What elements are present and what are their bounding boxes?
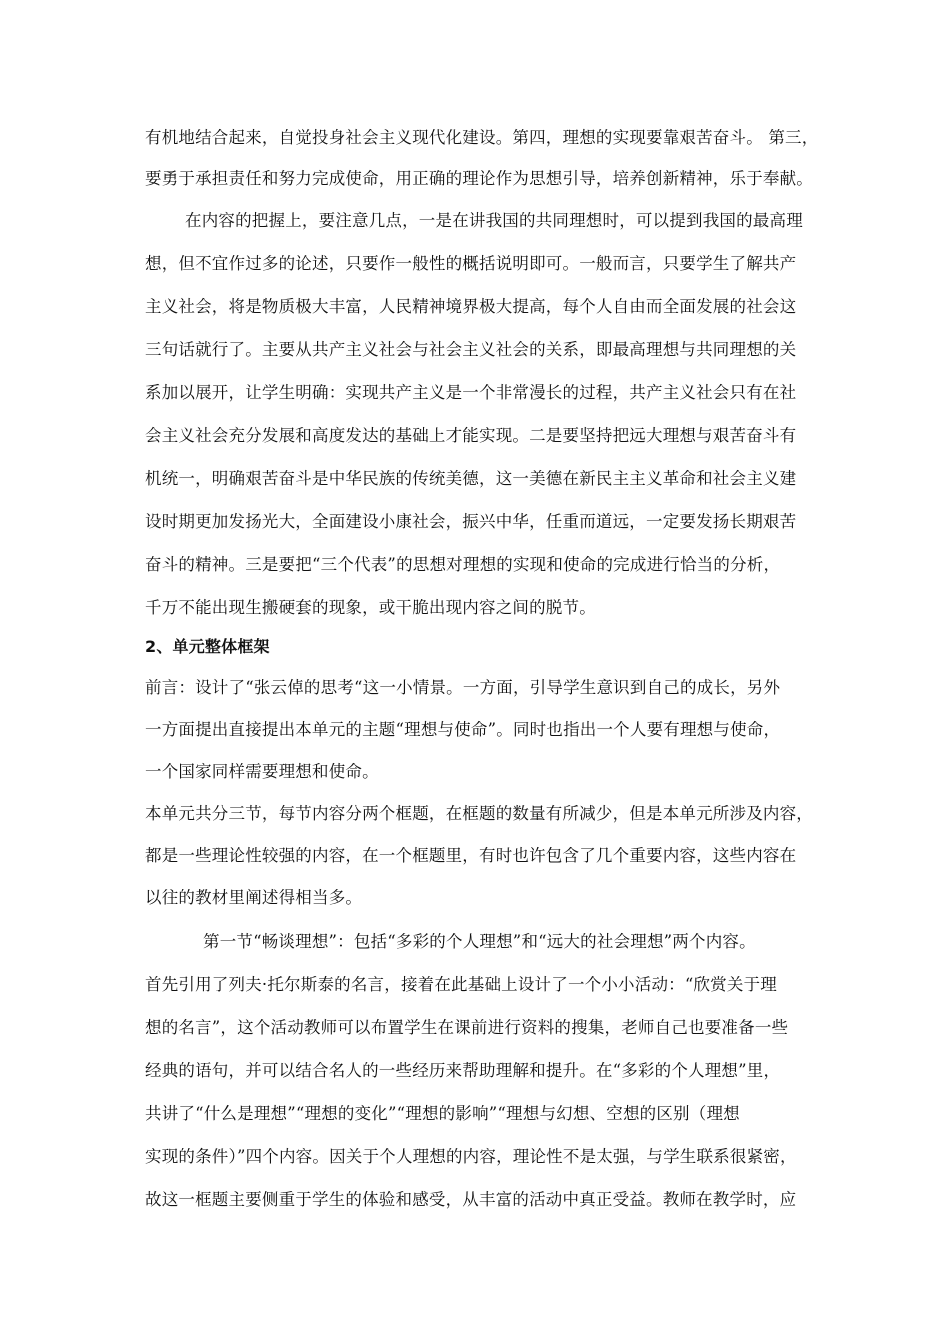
text-line-5: 主义社会，将是物质极大丰富，人民精神境界极大提高，每个人自由而全面发展的社会这 — [145, 297, 797, 316]
text-line-16: 一个国家同样需要理想和使命。 — [145, 762, 379, 781]
text-line-12: 千万不能出现生搬硬套的现象，或干脆出现内容之间的脱节。 — [145, 598, 596, 617]
text-line-25: 实现的条件）”四个内容。因关于个人理想的内容，理论性不是太强，与学生联系很紧密， — [145, 1147, 797, 1166]
text-line-23: 经典的语句，并可以结合名人的一些经历来帮助理解和提升。在“多彩的个人理想”里， — [145, 1061, 781, 1080]
text-line-22: 想的名言”，这个活动教师可以布置学生在课前进行资料的搜集，老师自己也要准备一些 — [145, 1018, 789, 1037]
text-line-9: 机统一，明确艰苦奋斗是中华民族的传统美德，这一美德在新民主主义革命和社会主义建 — [145, 469, 797, 488]
text-line-15: 一方面提出直接提出本单元的主题“理想与使命”。同时也指出一个人要有理想与使命， — [145, 720, 781, 739]
text-line-4: 想，但不宜作过多的论述，只要作一般性的概括说明即可。一般而言，只要学生了解共产 — [145, 254, 797, 273]
text-line-18: 都是一些理论性较强的内容，在一个框题里，有时也许包含了几个重要内容，这些内容在 — [145, 846, 797, 865]
text-line-2: 要勇于承担责任和努力完成使命，用正确的理论作为思想引导，培养创新精神，乐于奉献。 — [145, 169, 813, 188]
text-line-26: 故这一框题主要侧重于学生的体验和感受，从丰富的活动中真正受益。教师在教学时，应 — [145, 1190, 797, 1209]
text-line-19: 以往的教材里阐述得相当多。 — [145, 888, 363, 907]
text-line-24: 共讲了“什么是理想”“理想的变化”“理想的影响”“理想与幻想、空想的区别（理想 — [145, 1104, 740, 1123]
text-line-17: 本单元共分三节，每节内容分两个框题，在框题的数量有所减少，但是本单元所涉及内容， — [145, 804, 813, 823]
text-line-11: 奋斗的精神。三是要把“三个代表”的思想对理想的实现和使命的完成进行恰当的分析， — [145, 555, 781, 574]
text-line-1: 有机地结合起来，自觉投身社会主义现代化建设。第四，理想的实现要靠艰苦奋斗。 第三， — [145, 128, 819, 147]
section-heading: 2、单元整体框架 — [145, 637, 270, 656]
text-line-21: 首先引用了列夫·托尔斯泰的名言，接着在此基础上设计了一个小小活动：“欣赏关于理 — [145, 975, 777, 994]
text-line-8: 会主义社会充分发展和高度发达的基础上才能实现。二是要坚持把远大理想与艰苦奋斗有 — [145, 426, 797, 445]
text-line-6: 三句话就行了。主要从共产主义社会与社会主义社会的关系，即最高理想与共同理想的关 — [145, 340, 797, 359]
text-line-10: 设时期更加发扬光大，全面建设小康社会，振兴中华，任重而道远，一定要发扬长期艰苦 — [145, 512, 797, 531]
text-line-7: 系加以展开，让学生明确：实现共产主义是一个非常漫长的过程，共产主义社会只有在社 — [145, 383, 797, 402]
text-line-14: 前言：设计了“张云倬的思考“这一小情景。一方面，引导学生意识到自己的成长，另外 — [145, 678, 781, 697]
text-line-20: 第一节“畅谈理想”：包括“多彩的个人理想”和“远大的社会理想”两个内容。 — [203, 932, 756, 951]
text-line-3: 在内容的把握上，要注意几点，一是在讲我国的共同理想时，可以提到我国的最高理 — [185, 211, 803, 230]
